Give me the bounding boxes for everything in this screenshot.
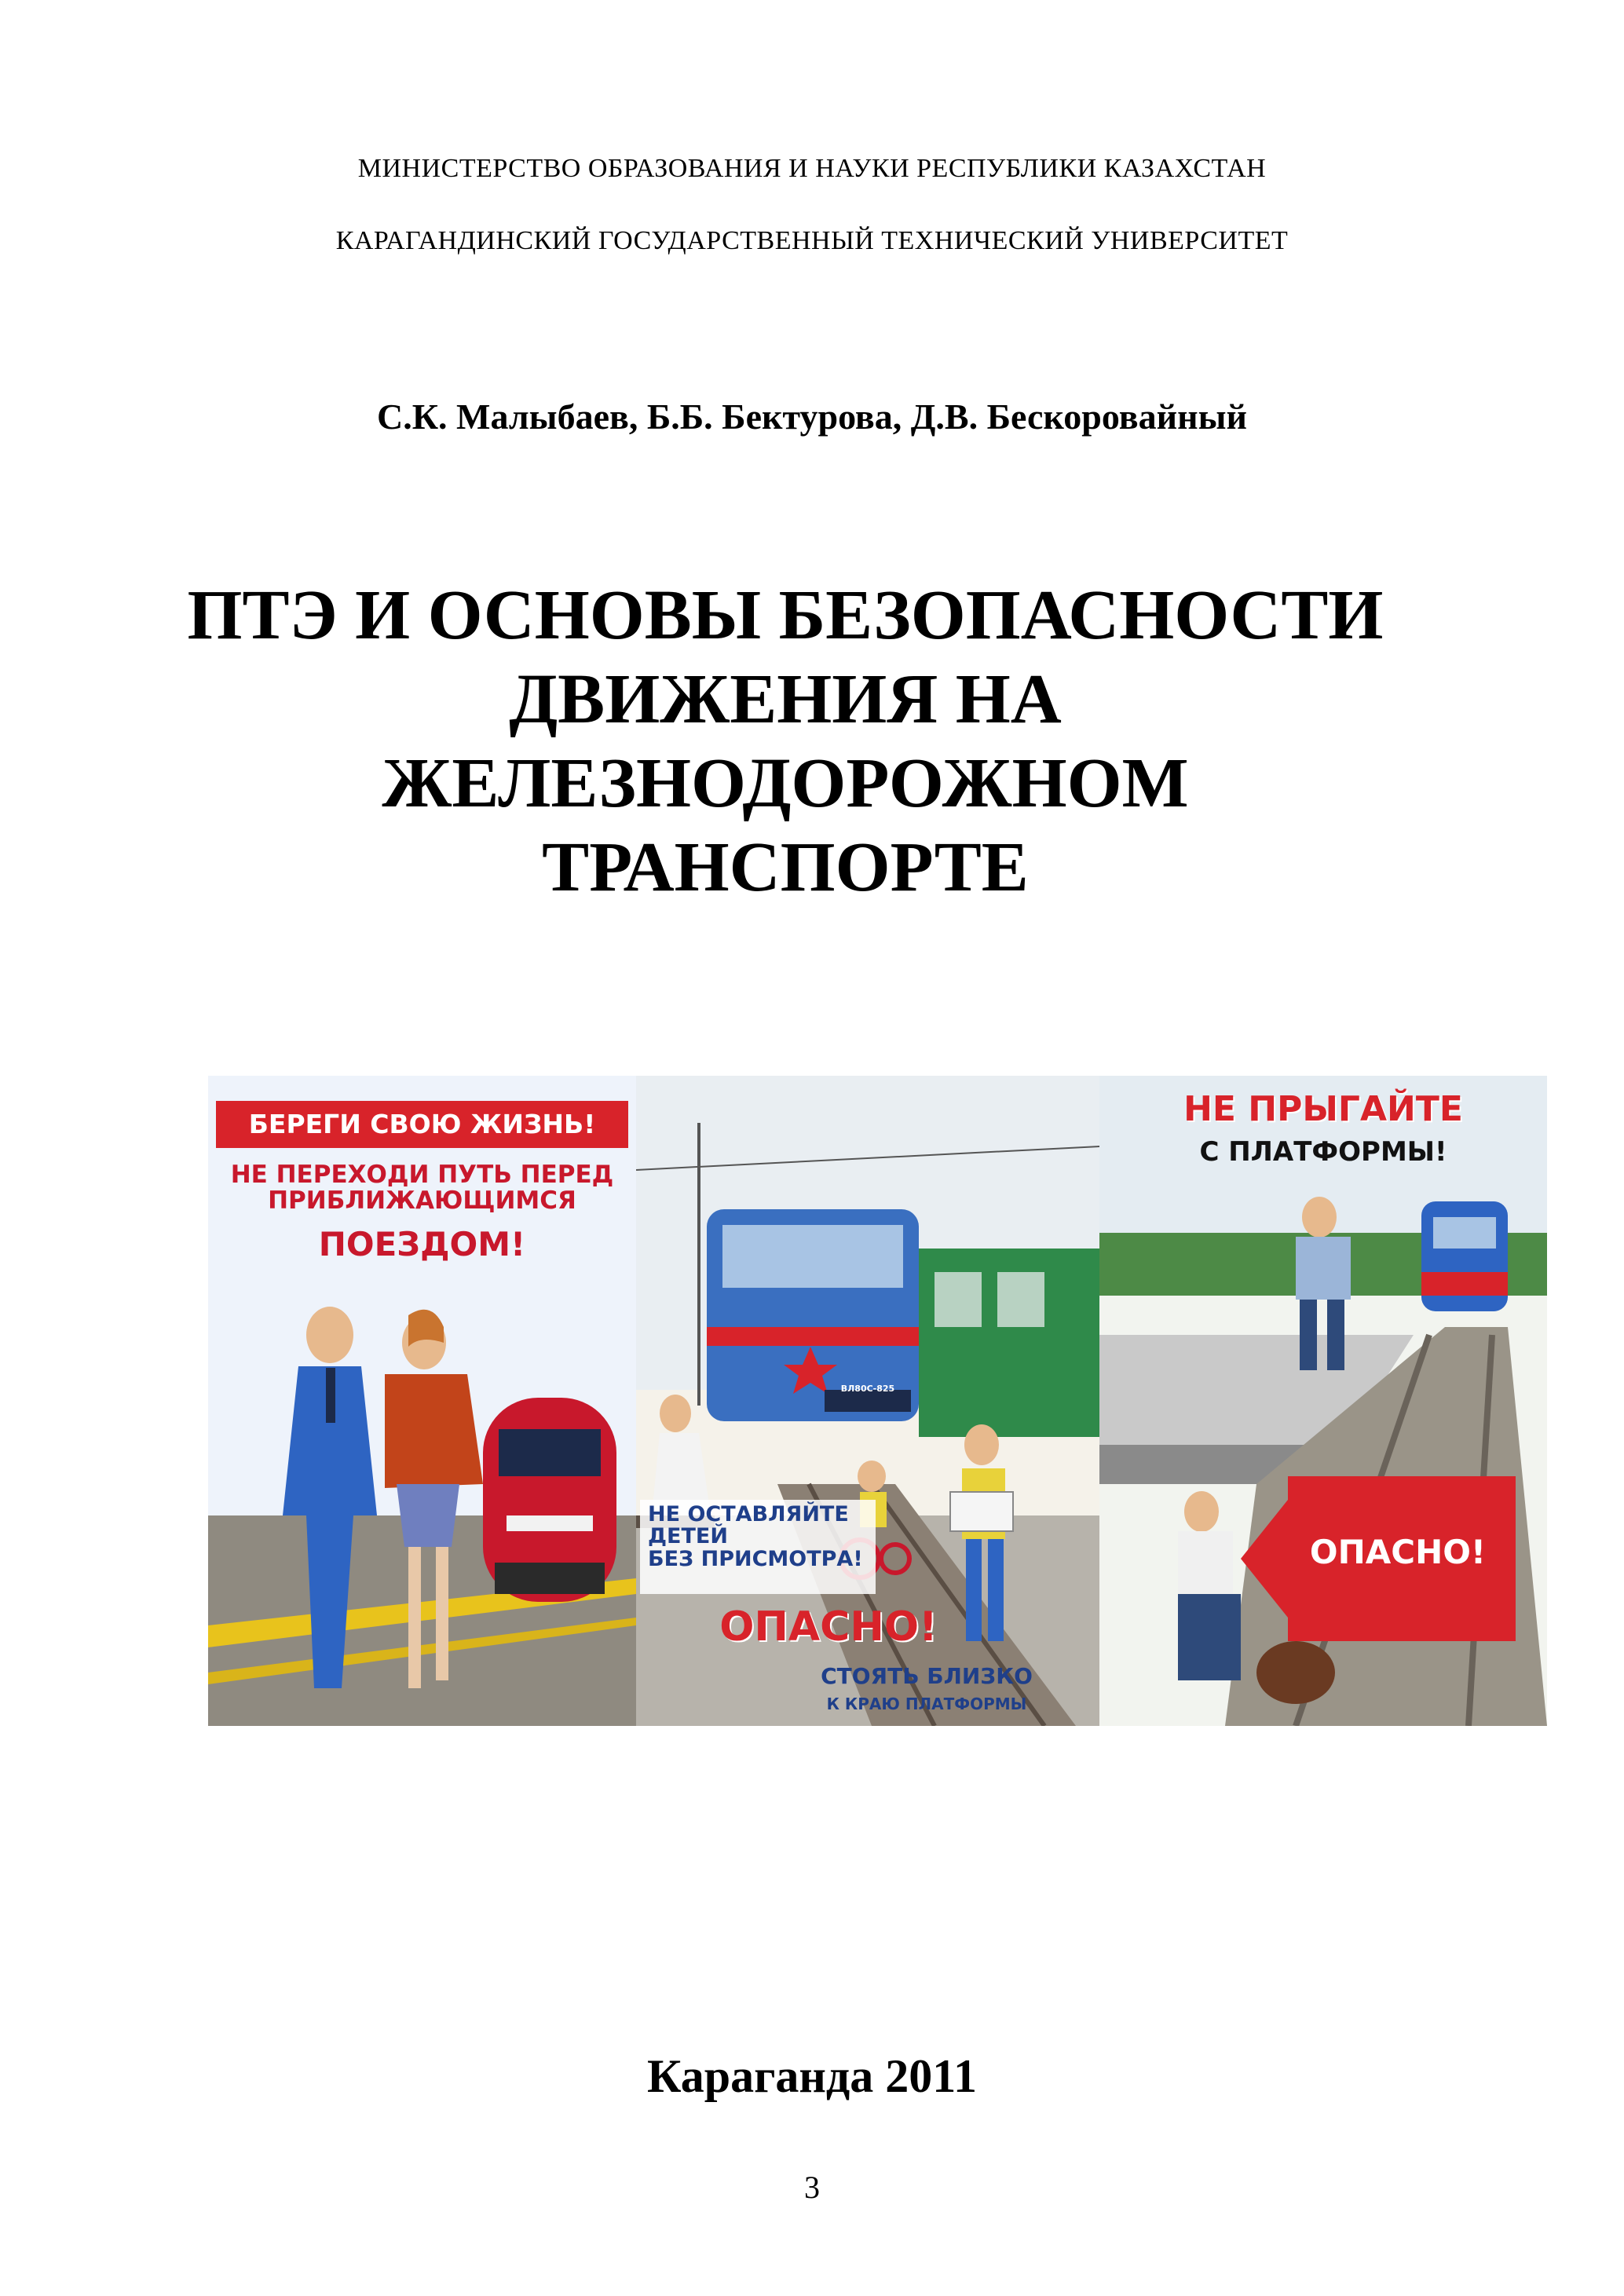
- poster-title-bottom: С ПЛАТФОРМЫ!: [1199, 1136, 1447, 1168]
- title-line: ЖЕЛЕЗНОДОРОЖНОМ: [382, 744, 1189, 822]
- poster-cross-track: [208, 1076, 636, 1726]
- poster-footer-main: СТОЯТЬ БЛИЗКО: [821, 1663, 1033, 1689]
- poster-title-top: НЕ ПРЫГАЙТЕ: [1183, 1089, 1463, 1129]
- ministry-name: МИНИСТЕРСТВО ОБРАЗОВАНИЯ И НАУКИ РЕСПУБЛИКИ КАЗАХСТАН: [357, 154, 1267, 183]
- poster-warning: ОПАСНО!: [719, 1603, 938, 1651]
- document-title: [157, 573, 1414, 909]
- poster-platform-jump-illustration: [1099, 1076, 1547, 1726]
- authors: С.К. Малыбаев, Б.Б. Бектурова, Д.В. Бескоровайный: [376, 397, 1248, 437]
- poster-slogan: НЕ ОСТАВЛЯЙТЕ ДЕТЕЙ БЕЗ ПРИСМОТРА!: [648, 1502, 863, 1571]
- university-name: КАРАГАНДИНСКИЙ ГОСУДАРСТВЕННЫЙ ТЕХНИЧЕСКИЙ УНИВЕРСИТЕТ: [335, 226, 1289, 255]
- publication-place-year: Караганда 2011: [647, 2050, 977, 2102]
- poster-children: [636, 1076, 1099, 1726]
- poster-platform-jump: [1099, 1076, 1547, 1726]
- poster-footer-sub: К КРАЮ ПЛАТФОРМЫ: [826, 1695, 1027, 1713]
- title-line: ТРАНСПОРТЕ: [542, 828, 1029, 906]
- page-number: 3: [804, 2170, 820, 2205]
- locomotive-plate: ВЛ80С-825: [840, 1384, 895, 1394]
- title-line: ДВИЖЕНИЯ НА: [509, 660, 1062, 738]
- poster-banner: БЕРЕГИ СВОЮ ЖИЗНЬ!: [216, 1101, 628, 1148]
- poster-slogan: НЕ ПЕРЕХОДИ ПУТЬ ПЕРЕД ПРИБЛИЖАЮЩИМСЯ: [230, 1161, 614, 1215]
- poster-slogan-emphasis: ПОЕЗДОМ!: [318, 1225, 526, 1263]
- poster-arrow-label: ОПАСНО!: [1309, 1533, 1487, 1571]
- title-line: ПТЭ И ОСНОВЫ БЕЗОПАСНОСТИ: [187, 576, 1384, 654]
- safety-posters-image: [208, 1076, 1547, 1726]
